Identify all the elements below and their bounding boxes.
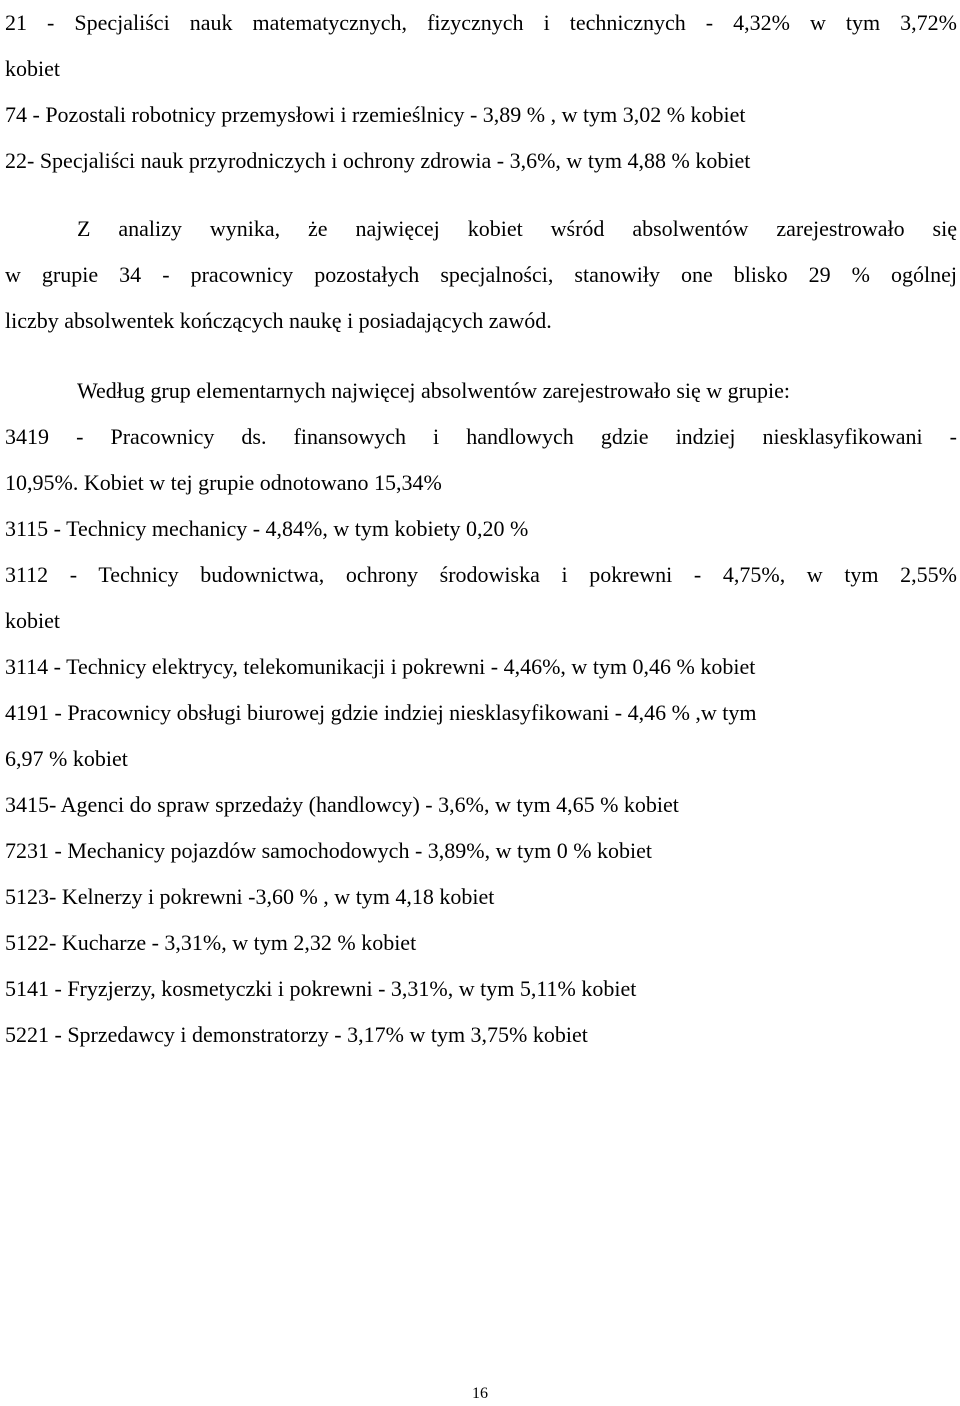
- list-item: 21 - Specjaliści nauk matematycznych, fizycznych i technicznych - 4,32% w tym 3,72%: [5, 10, 957, 35]
- page-number: 16: [472, 1385, 488, 1402]
- list-item: 3115 - Technicy mechanicy - 4,84%, w tym kobiety 0,20 %: [5, 516, 529, 541]
- spacer: [5, 344, 957, 368]
- list-item: 6,97 % kobiet: [5, 746, 128, 771]
- list-item: 7231 - Mechanicy pojazdów samochodowych - 3,89%, w tym 0 % kobiet: [5, 838, 653, 863]
- paragraph-analysis-line: Z analizy wynika, że najwięcej kobiet wśród absolwentów zarejestrowało się: [77, 216, 957, 241]
- list-item: 22- Specjaliści nauk przyrodniczych i ochrony zdrowia - 3,6%, w tym 4,88 % kobiet: [5, 148, 751, 173]
- list-item: 4191 - Pracownicy obsługi biurowej gdzie indziej niesklasyfikowani - 4,46 % ,w tym: [5, 700, 757, 725]
- list-item: 5221 - Sprzedawcy i demonstratorzy - 3,17% w tym 3,75% kobiet: [5, 1022, 588, 1047]
- spacer: [5, 184, 957, 206]
- list-item: 5122- Kucharze - 3,31%, w tym 2,32 % kobiet: [5, 930, 417, 955]
- list-item: 5123- Kelnerzy i pokrewni -3,60 % , w tym 4,18 kobiet: [5, 884, 495, 909]
- paragraph-elementary-intro: Według grup elementarnych najwięcej absolwentów zarejestrowało się w grupie:: [77, 378, 790, 403]
- paragraph-elementary-line: 10,95%. Kobiet w tej grupie odnotowano 15,34%: [5, 470, 442, 495]
- list-item: 5141 - Fryzjerzy, kosmetyczki i pokrewni - 3,31%, w tym 5,11% kobiet: [5, 976, 637, 1001]
- list-item: kobiet: [5, 608, 60, 633]
- list-item: kobiet: [5, 56, 60, 81]
- paragraph-analysis-line: w grupie 34 - pracownicy pozostałych specjalności, stanowiły one blisko 29 % ogólnej: [5, 262, 957, 287]
- list-item: 3415- Agenci do spraw sprzedaży (handlowcy) - 3,6%, w tym 4,65 % kobiet: [5, 792, 679, 817]
- paragraph-elementary-line: 3419 - Pracownicy ds. finansowych i handlowych gdzie indziej niesklasyfikowani -: [5, 424, 957, 449]
- list-item: 3112 - Technicy budownictwa, ochrony środowiska i pokrewni - 4,75%, w tym 2,55%: [5, 562, 957, 587]
- paragraph-analysis-line: liczby absolwentek kończących naukę i posiadających zawód.: [5, 308, 552, 333]
- list-item: 74 - Pozostali robotnicy przemysłowi i rzemieślnicy - 3,89 % , w tym 3,02 % kobiet: [5, 102, 746, 127]
- list-item: 3114 - Technicy elektrycy, telekomunikacji i pokrewni - 4,46%, w tym 0,46 % kobiet: [5, 654, 756, 679]
- document-page: [5, 0, 957, 1058]
